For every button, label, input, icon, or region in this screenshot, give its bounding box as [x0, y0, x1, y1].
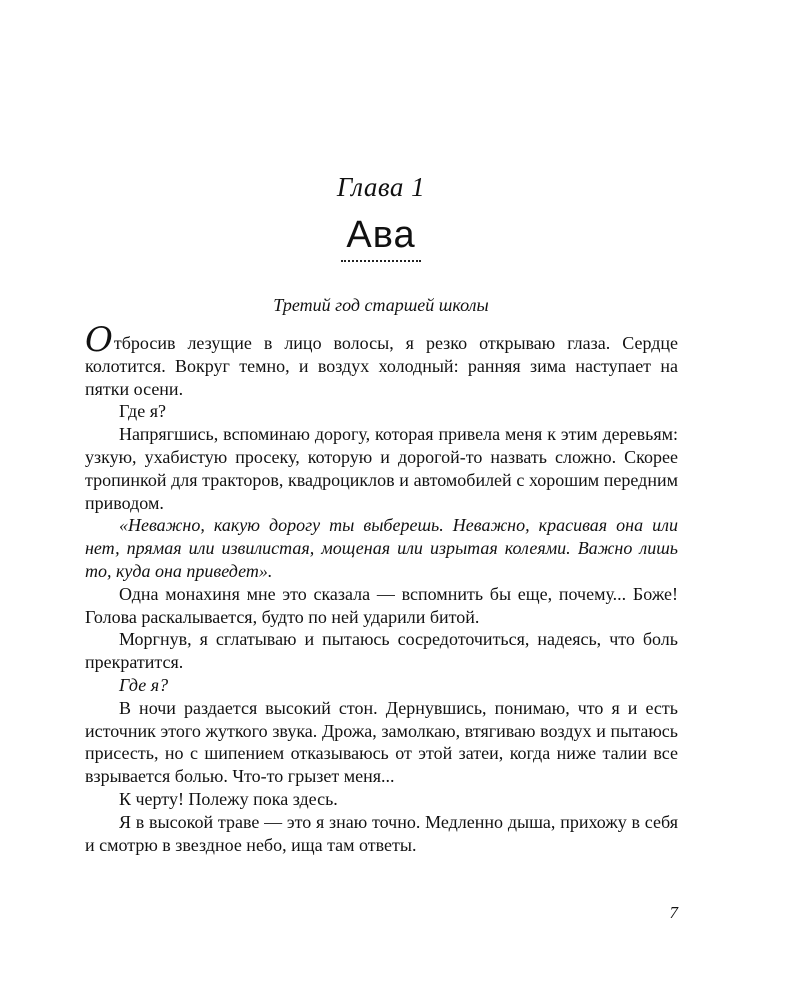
page-number: 7 — [669, 903, 678, 922]
paragraph-8: В ночи раздается высокий стон. Дернувшись, понимаю, что я и есть источник этого жуткого звука. Дрожа, замолкаю, втягиваю воздух и пытаюсь присесть, но с шипением отказываюсь от этой затеи, когда ниже талии все взрывается болью. Что-то грызет меня... — [85, 697, 678, 787]
paragraph-1-text: тбросив лезущие в лицо волосы, я резко открываю глаза. Сердце колотится. Вокруг темно, и воздух холодный: ранняя зима наступает на пятки осени. — [85, 333, 678, 399]
paragraph-2: Где я? — [119, 401, 166, 422]
paragraph-9: К черту! Полежу пока здесь. — [119, 788, 338, 809]
paragraph-6: Моргнув, я сглатываю и пытаюсь сосредоточиться, надеясь, что боль прекратится. — [85, 629, 678, 673]
title-dotted-rule — [341, 260, 421, 262]
body-text — [85, 320, 678, 856]
paragraph-5: Одна монахиня мне это сказала — вспомнить бы еще, почему... Боже! Голова раскалывается, будто по ней ударили битой. — [85, 583, 678, 627]
drop-cap: О — [85, 320, 113, 360]
paragraph-4-quote: «Неважно, какую дорогу ты выберешь. Неважно, красивая она или нет, прямая или извилистая, мощеная или изрытая колеями. Важно лишь то, куда она приведет». — [85, 515, 678, 581]
paragraph-1 — [85, 320, 678, 400]
paragraph-10: Я в высокой траве — это я знаю точно. Медленно дыша, прихожу в себя и смотрю в звездное небо, ища там ответы. — [85, 811, 678, 855]
chapter-title: Ава — [346, 214, 416, 256]
paragraph-7: Где я? — [119, 674, 169, 695]
chapter-subtitle: Третий год старшей школы — [273, 295, 489, 315]
chapter-label: Глава 1 — [336, 172, 426, 202]
paragraph-3: Напрягшись, вспоминаю дорогу, которая привела меня к этим деревьям: узкую, ухабистую просеку, которую и дорогой-то назвать сложно. Скорее тропинкой для тракторов, квадроциклов и автомобилей с хорошим передним приводом. — [85, 424, 678, 513]
